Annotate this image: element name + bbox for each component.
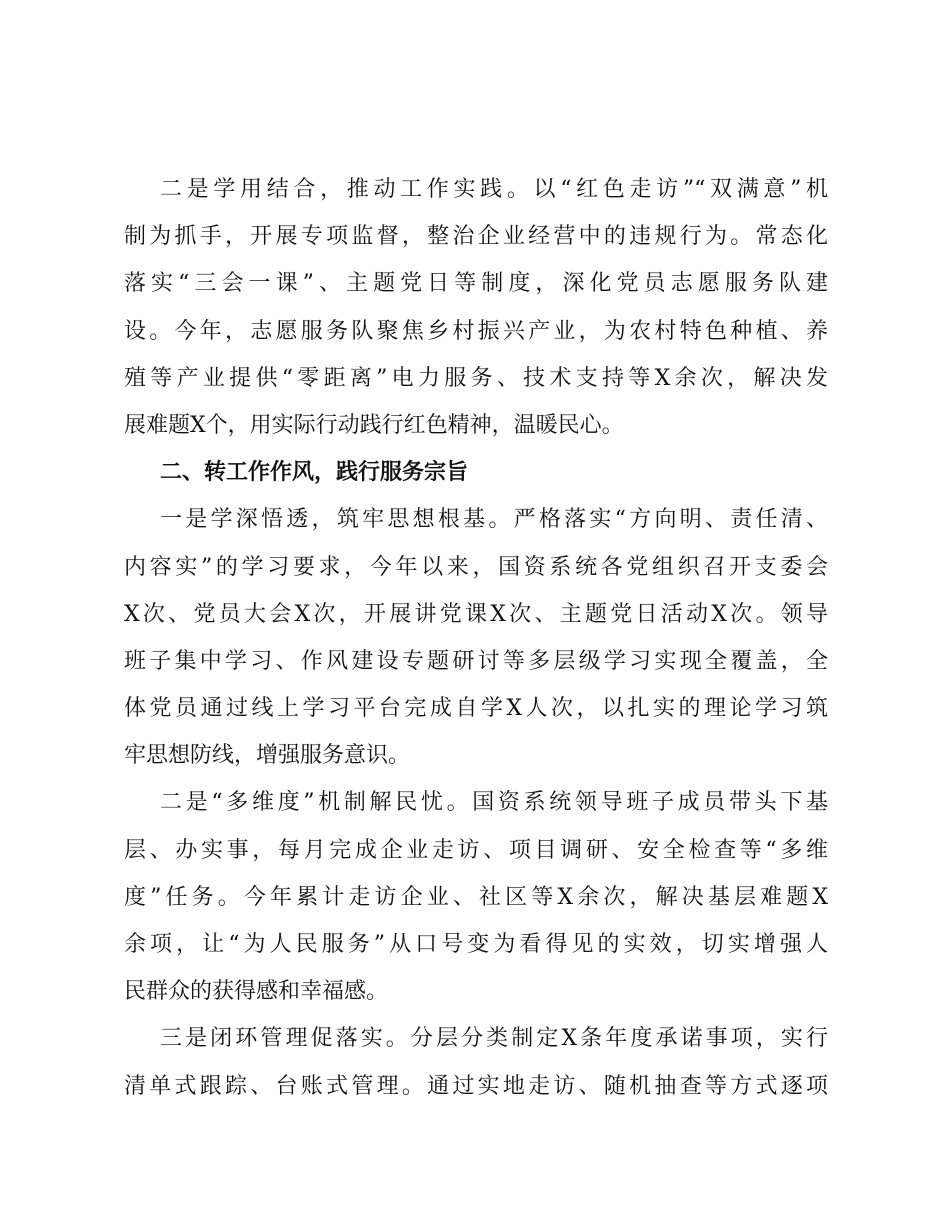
text-line: 度”任务。今年累计走访企业、社区等X余次，解决基层难题X	[124, 884, 828, 910]
paragraph-study	[124, 496, 828, 779]
paragraph-closed-loop	[124, 1015, 828, 1109]
text-line: 制为抓手，开展专项监督，整治企业经营中的违规行为。常态化	[124, 224, 828, 250]
text-line: 清单式跟踪、台账式管理。通过实地走访、随机抽查等方式逐项	[124, 1073, 828, 1099]
text-line: 体党员通过线上学习平台完成自学X人次，以扎实的理论学习筑	[124, 696, 828, 722]
text-line: X次、党员大会X次，开展讲党课X次、主题党日活动X次。领导	[124, 601, 828, 627]
text-line: 一是学深悟透，筑牢思想根基。严格落实“方向明、责任清、	[160, 507, 828, 533]
text-line: 殖等产业提供“零距离”电力服务、技术支持等X余次，解决发	[124, 365, 828, 391]
text-line: 二是“多维度”机制解民忧。国资系统领导班子成员带头下基	[160, 790, 828, 816]
text-line: 层、办实事，每月完成企业走访、项目调研、安全检查等“多维	[124, 837, 828, 863]
text-line: 余项，让“为人民服务”从口号变为看得见的实效，切实增强人	[124, 932, 828, 957]
text-line: 二是学用结合，推动工作实践。以“红色走访”“双满意”机	[160, 177, 828, 202]
text-line: 民群众的获得感和幸福感。	[124, 979, 389, 1005]
text-line: 落实“三会一课”、主题党日等制度，深化党员志愿服务队建	[124, 271, 828, 297]
text-line: 展难题X个，用实际行动践行红色精神，温暖民心。	[124, 412, 624, 438]
text-line: 牢思想防线，增强服务意识。	[124, 743, 411, 769]
section-heading-text: 二、转工作作风，践行服务宗旨	[160, 460, 469, 486]
paragraph-practice	[124, 166, 828, 449]
text-line: 设。今年，志愿服务队聚焦乡村振兴产业，为农村特色种植、养	[124, 318, 828, 344]
paragraph-multidimension	[124, 779, 828, 1015]
section-heading	[124, 449, 828, 496]
text-line: 内容实”的学习要求，今年以来，国资系统各党组织召开支委会	[124, 554, 828, 580]
document-body	[124, 166, 828, 1110]
text-line: 三是闭环管理促落实。分层分类制定X条年度承诺事项，实行	[160, 1026, 828, 1052]
text-line: 班子集中学习、作风建设专题研讨等多层级学习实现全覆盖，全	[124, 648, 828, 674]
